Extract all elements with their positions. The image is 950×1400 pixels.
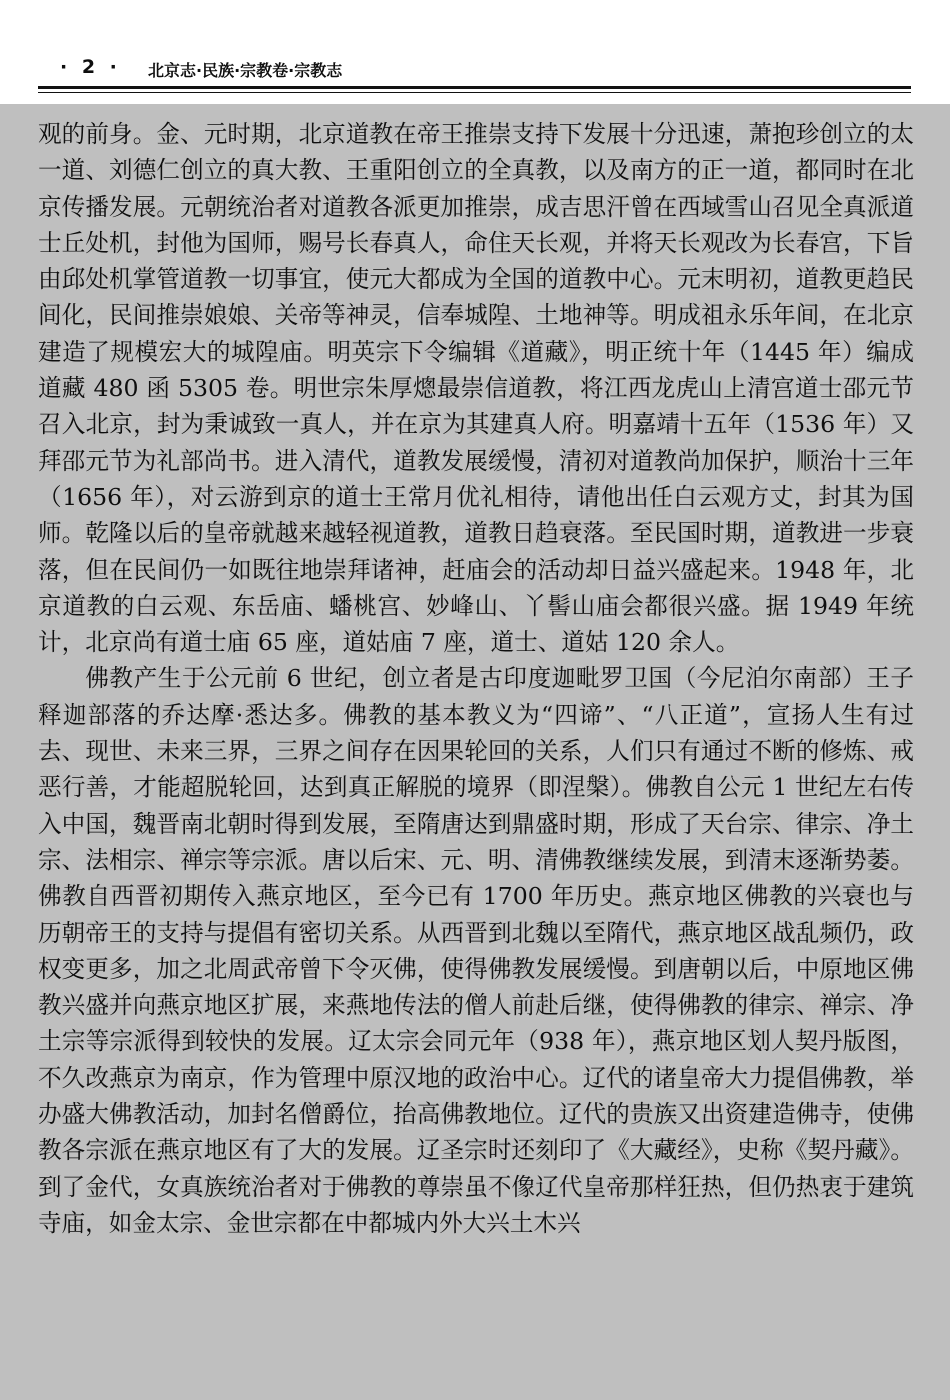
running-title: 北京志·民族·宗教卷·宗教志	[148, 61, 343, 80]
body-text	[38, 116, 914, 1241]
paragraph-taoism: 观的前身。金、元时期，北京道教在帝王推崇支持下发展十分迅速，萧抱珍创立的太一道、刘德仁创立的真大教、王重阳创立的全真教，以及南方的正一道，都同时在北京传播发展。元朝统治者对道教各派更加推崇，成吉思汗曾在西域雪山召见全真派道士丘处机，封他为国师，赐号长春真人，命住天长观，并将天长观改为长春宫，下旨由邱处机掌管道教一切事宜，使元大都成为全国的道教中心。元末明初，道教更趋民间化，民间推崇娘娘、关帝等神灵，信奉城隍、土地神等。明成祖永乐年间，在北京建造了规模宏大的城隍庙。明英宗下令编辑《道藏》，明正统十年（1445 年）编成道藏 480 函 5305 卷。明世宗朱厚熜最崇信道教，将江西龙虎山上清宫道士邵元节召入北京，封为秉诚致一真人，并在京为其建真人府。明嘉靖十五年（1536 年）又拜邵元节为礼部尚书。进入清代，道教发展缓慢，清初对道教尚加保护，顺治十三年（1656 年），对云游到京的道士王常月优礼相待，请他出任白云观方丈，封其为国师。乾隆以后的皇帝就越来越轻视道教，道教日趋衰落。至民国时期，道教进一步衰落，但在民间仍一如既往地崇拜诸神，赶庙会的活动却日益兴盛起来。1948 年，北京道教的白云观、东岳庙、蟠桃宫、妙峰山、丫髻山庙会都很兴盛。据 1949 年统计，北京尚有道士庙 65 座，道姑庙 7 座，道士、道姑 120 余人。	[38, 120, 914, 657]
paragraph-buddhism: 佛教产生于公元前 6 世纪，创立者是古印度迦毗罗卫国（今尼泊尔南部）王子释迦部落的乔达摩·悉达多。佛教的基本教义为“四谛”、“八正道”，宣扬人生有过去、现世、未来三界，三界之间存在因果轮回的关系，人们只有通过不断的修炼、戒恶行善，才能超脱轮回，达到真正解脱的境界（即涅槃）。佛教自公元 1 世纪左右传入中国，魏晋南北朝时得到发展，至隋唐达到鼎盛时期，形成了天台宗、律宗、净土宗、法相宗、禅宗等宗派。唐以后宋、元、明、清佛教继续发展，到清末逐渐势萎。佛教自西晋初期传入燕京地区，至今已有 1700 年历史。燕京地区佛教的兴衰也与历朝帝王的支持与提倡有密切关系。从西晋到北魏以至隋代，燕京地区战乱频仍，政权变更多，加之北周武帝曾下令灭佛，使得佛教发展缓慢。到唐朝以后，中原地区佛教兴盛并向燕京地区扩展，来燕地传法的僧人前赴后继，使得佛教的律宗、禅宗、净土宗等宗派得到较快的发展。辽太宗会同元年（938 年），燕京地区划人契丹版图，不久改燕京为南京，作为管理中原汉地的政治中心。辽代的诸皇帝大力提倡佛教，举办盛大佛教活动，加封名僧爵位，抬高佛教地位。辽代的贵族又出资建造佛寺，使佛教各宗派在燕京地区有了大的发展。辽圣宗时还刻印了《大藏经》，史称《契丹藏》。到了金代，女真族统治者对于佛教的尊崇虽不像辽代皇帝那样狂热，但仍热衷于建筑寺庙，如金太宗、金世宗都在中都城内外大兴土木兴	[38, 664, 914, 1237]
page-header	[0, 0, 950, 104]
header-rule-thin	[38, 92, 911, 93]
page-number: · 2 ·	[60, 56, 121, 78]
header-rule-thick	[38, 86, 911, 89]
